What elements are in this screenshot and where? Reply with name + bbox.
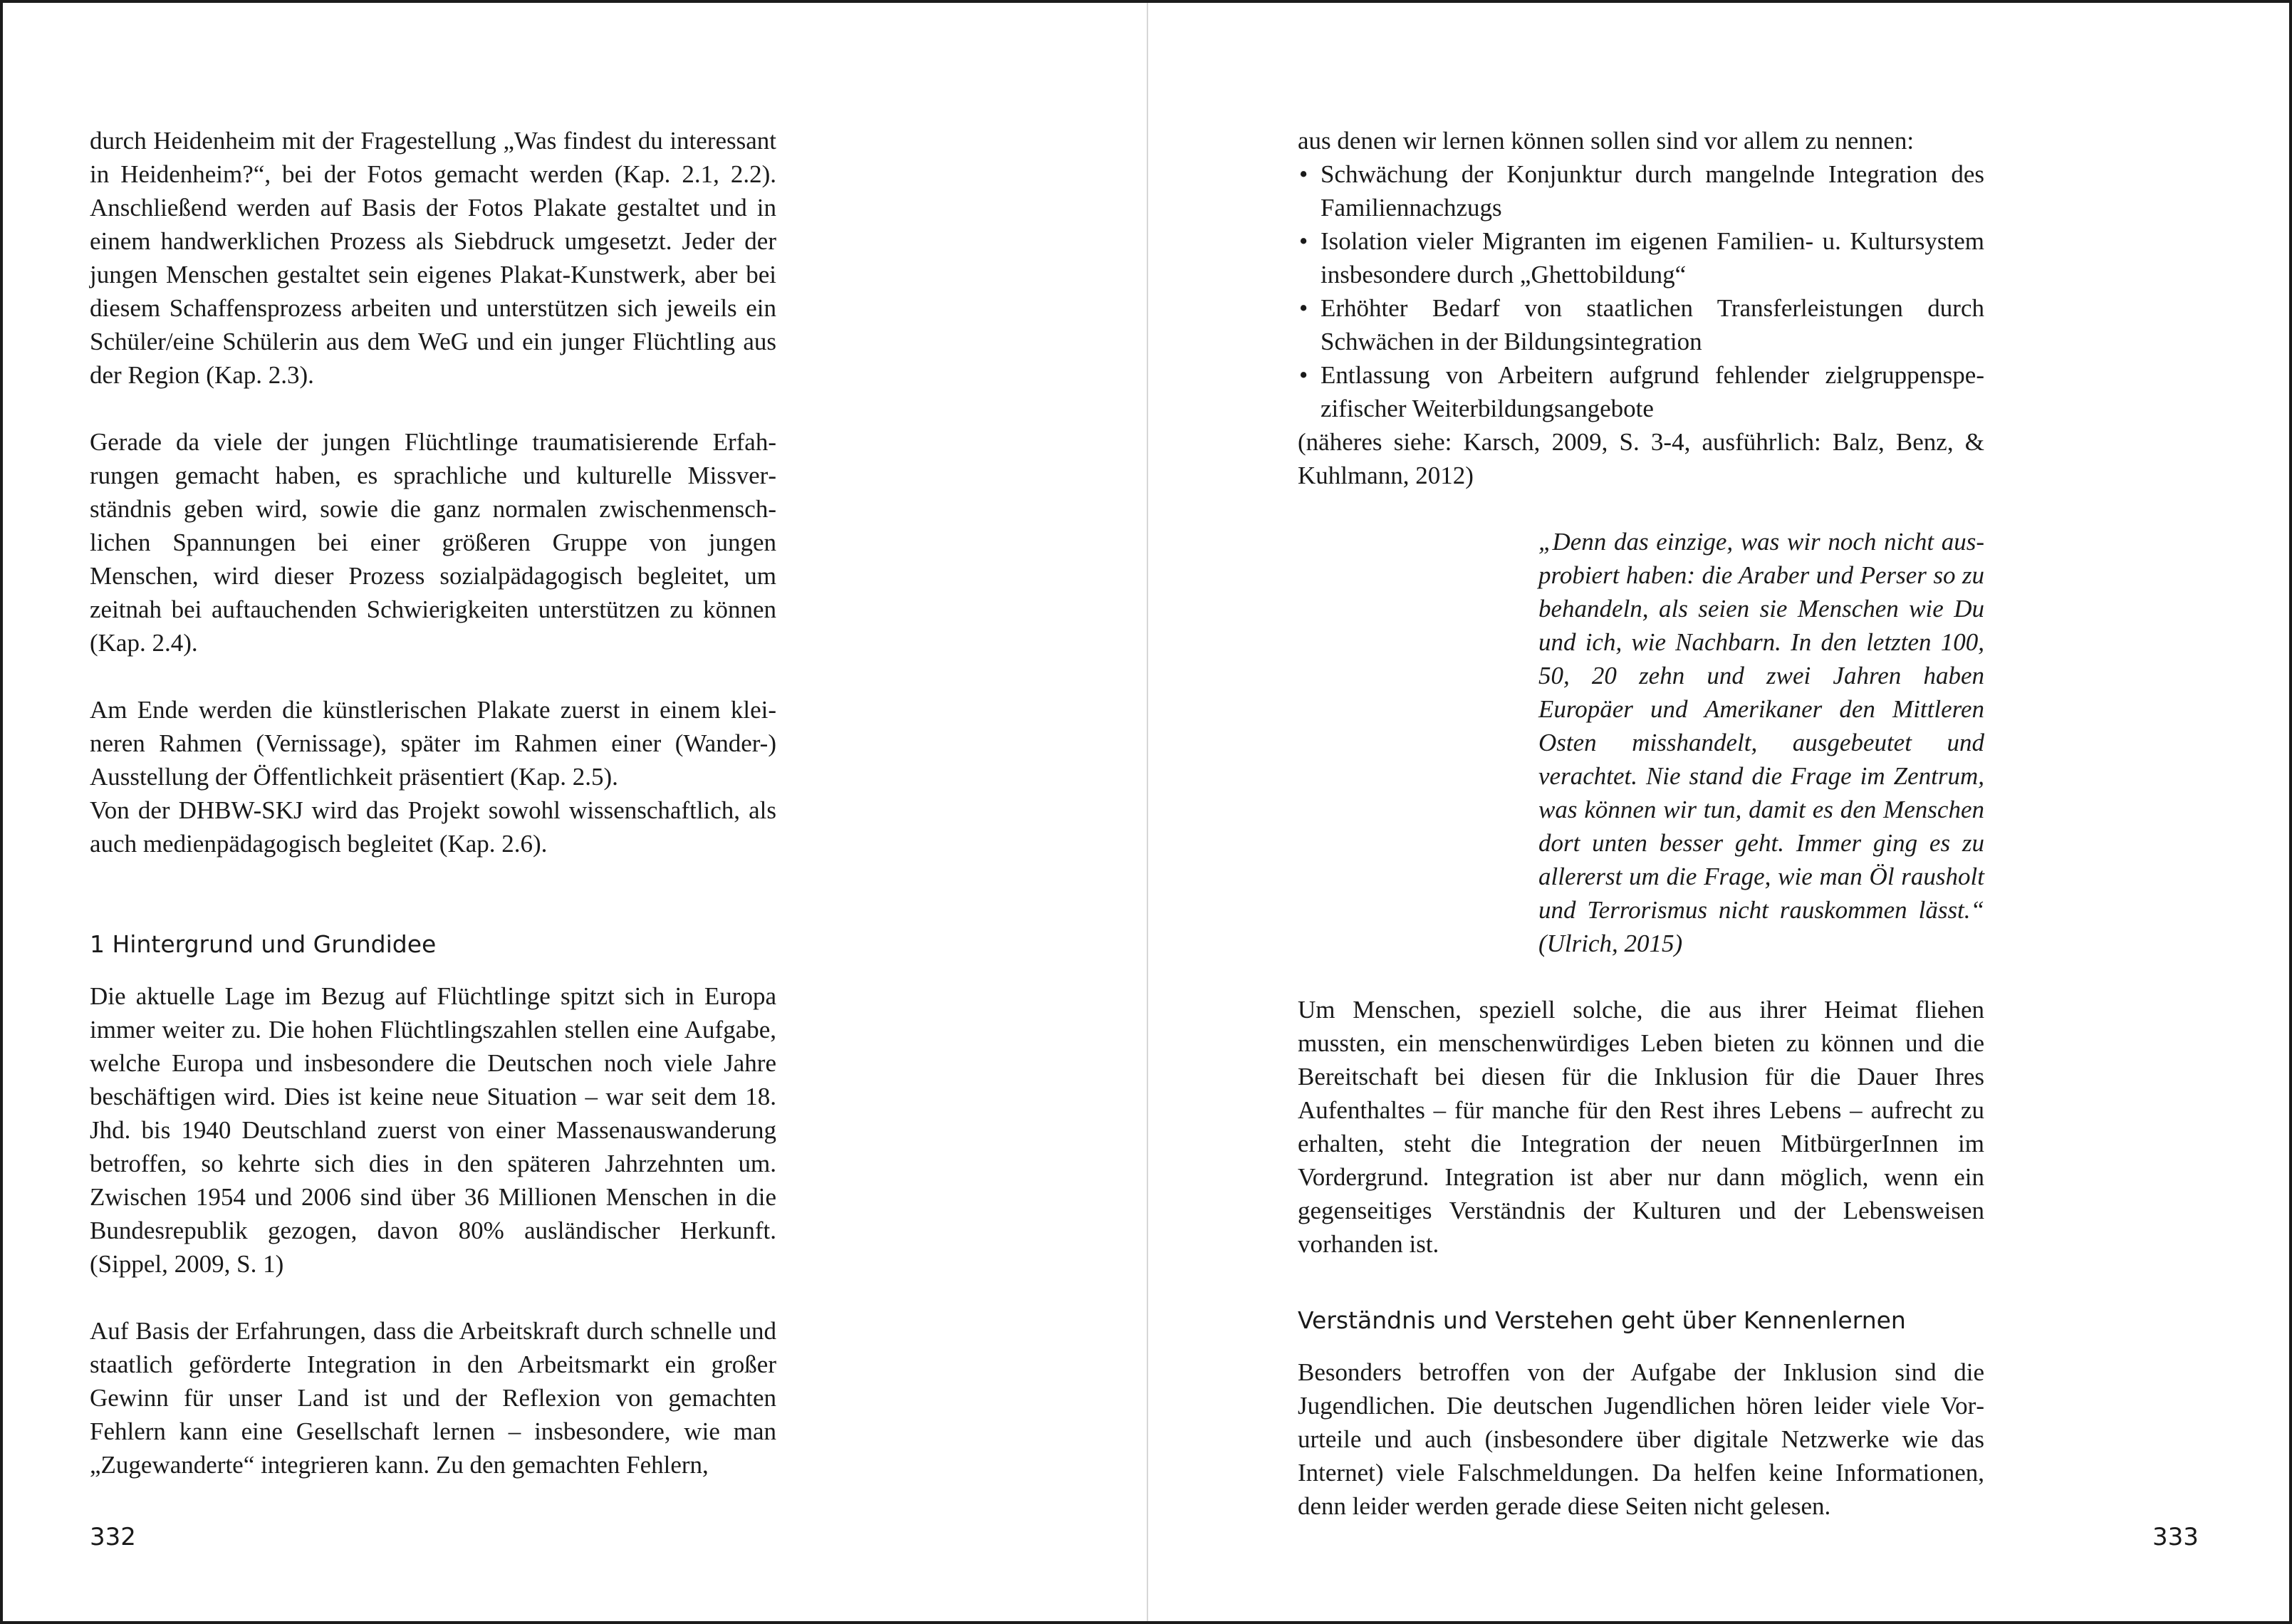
paragraph: Um Menschen, speziell solche, die aus ihrer Heimat fliehen mussten, ein menschenwürdiges Leben bieten zu können und die Bereitschaft bei diesen für die Inklusion für die Dauer Ihres Aufenthaltes – für manche für den Rest ihres Lebens – aufrecht zu erhalten, steht die Integration der neuen MitbürgerInnen im Vordergrund. Integration ist aber nur dann möglich, wenn ein gegenseitiges Verständnis der Kulturen und der Lebensweisen vorhanden ist. xyxy=(1298,996,1984,1258)
block-quote: „Denn das einzige, was wir noch nicht ausprobiert haben: die Araber und Perser so zu behandeln, als seien sie Menschen wie Du und ich, wie Nachbarn. In den letzten 100, 50, 20 zehn und zwei Jahren haben Europäer und Amerikaner den Mittleren Osten misshandelt, ausgebeutet und verachtet. Nie stand die Frage im Zentrum, was können wir tun, damit es den Menschen dort unten besser geht. Immer ging es zu allererst um die Frage, wie man Öl rausholt und Terrorismus nicht rauskommen lässt.“ (Ulrich, 2015) xyxy=(1538,528,1984,957)
list-item: • Schwächung der Konjunktur durch mangelnde Integration des Familiennachzugs xyxy=(1298,157,1984,224)
paragraph: durch Heidenheim mit der Fragestellung „Was findest du interessant in Heidenheim?“, bei der Fotos gemacht werden (Kap. 2.1, 2.2). Anschließend werden auf Basis der Fotos Plakate gestaltet und in einem handwerklichen Prozess als Siebdruck umgesetzt. Jeder der jungen Menschen gestaltet sein eigenes Plakat-Kunstwerk, aber bei diesem Schaffensprozess arbeiten und unterstützen sich jeweils ein Schüler/eine Schülerin aus dem WeG und ein junger Flüchtling aus der Region (Kap. 2.3). xyxy=(90,127,776,389)
paragraph: Auf Basis der Erfahrungen, dass die Arbeitskraft durch schnelle und staatlich geförderte Integration in den Arbeitsmarkt ein großer Gewinn für unser Land ist und der Reflexion von gemachten Fehlern kann eine Gesellschaft lernen – insbesondere, wie man „Zugewanderte“ integrieren kann. Zu den gemachten Fehlern, xyxy=(90,1317,776,1479)
paragraph: Am Ende werden die künstlerischen Plakate zuerst in einem kleineren Rahmen (Vernissage), später im Rahmen einer (Wander-) Ausstellung der Öffentlichkeit präsentiert (Kap. 2.5). xyxy=(90,696,776,791)
section-heading: 1 Hintergrund und Grundidee xyxy=(90,930,437,958)
list-item: • Erhöhter Bedarf von staatlichen Transferleistungen durch Schwächen in der Bildungsintegration xyxy=(1298,291,1984,358)
right-page xyxy=(1148,3,2292,1621)
paragraph: Gerade da viele der jungen Flüchtlinge traumatisierende Erfahrungen gemacht haben, es sprachliche und kulturelle Missverständnis geben wird, sowie die ganz normalen zwischenmenschlichen Spannungen bei einer größeren Gruppe von jungen Menschen, wird dieser Prozess sozialpädagogisch begleitet, um zeitnah bei auftauchenden Schwierigkeiten unterstützen zu können (Kap. 2.4). xyxy=(90,428,776,657)
list-item: • Entlassung von Arbeitern aufgrund fehlender zielgruppenspezifischer Weiterbildungsangebote xyxy=(1298,358,1984,425)
list-item: • Isolation vieler Migranten im eigenen Familien- u. Kultursystem insbesondere durch „Ghettobildung“ xyxy=(1298,224,1984,291)
citation: (näheres siehe: Karsch, 2009, S. 3-4, ausführlich: Balz, Benz, & Kuhlmann, 2012) xyxy=(1298,428,1984,489)
left-text-block xyxy=(90,124,776,1482)
page-number: 333 xyxy=(2152,1523,2199,1551)
paragraph: Besonders betroffen von der Aufgabe der Inklusion sind die Jugendlichen. Die deutschen Jugendlichen hören leider viele Vorurteile und auch (insbesondere über digitale Netzwerke wie das Internet) viele Falschmeldungen. Da helfen keine Informationen, denn leider werden gerade diese Seiten nicht gelesen. xyxy=(1298,1358,1984,1520)
left-page xyxy=(3,3,1147,1621)
bullet-list xyxy=(1298,157,1984,425)
section-heading: Verständnis und Verstehen geht über Kennenlernen xyxy=(1298,1306,1906,1334)
right-text-block xyxy=(1298,124,1984,1523)
page-number: 332 xyxy=(90,1523,136,1551)
paragraph: aus denen wir lernen können sollen sind vor allem zu nennen: xyxy=(1298,127,1915,155)
paragraph: Die aktuelle Lage im Bezug auf Flüchtlinge spitzt sich in Europa immer weiter zu. Die hohen Flüchtlingszahlen stellen eine Aufgabe, welche Europa und insbesondere die Deutschen noch viele Jahre beschäftigen wird. Dies ist keine neue Situation – war seit dem 18. Jhd. bis 1940 Deutschland zuerst von einer Massenauswanderung betroffen, so kehrte sich dies in den späteren Jahrzehnten um. Zwischen 1954 und 2006 sind über 36 Millionen Menschen in die Bundesrepublik gezogen, davon 80% ausländischer Herkunft. (Sippel, 2009, S. 1) xyxy=(90,982,776,1278)
paragraph: Von der DHBW-SKJ wird das Projekt sowohl wissenschaftlich, als auch medienpädagogisch begleitet (Kap. 2.6). xyxy=(90,796,776,858)
